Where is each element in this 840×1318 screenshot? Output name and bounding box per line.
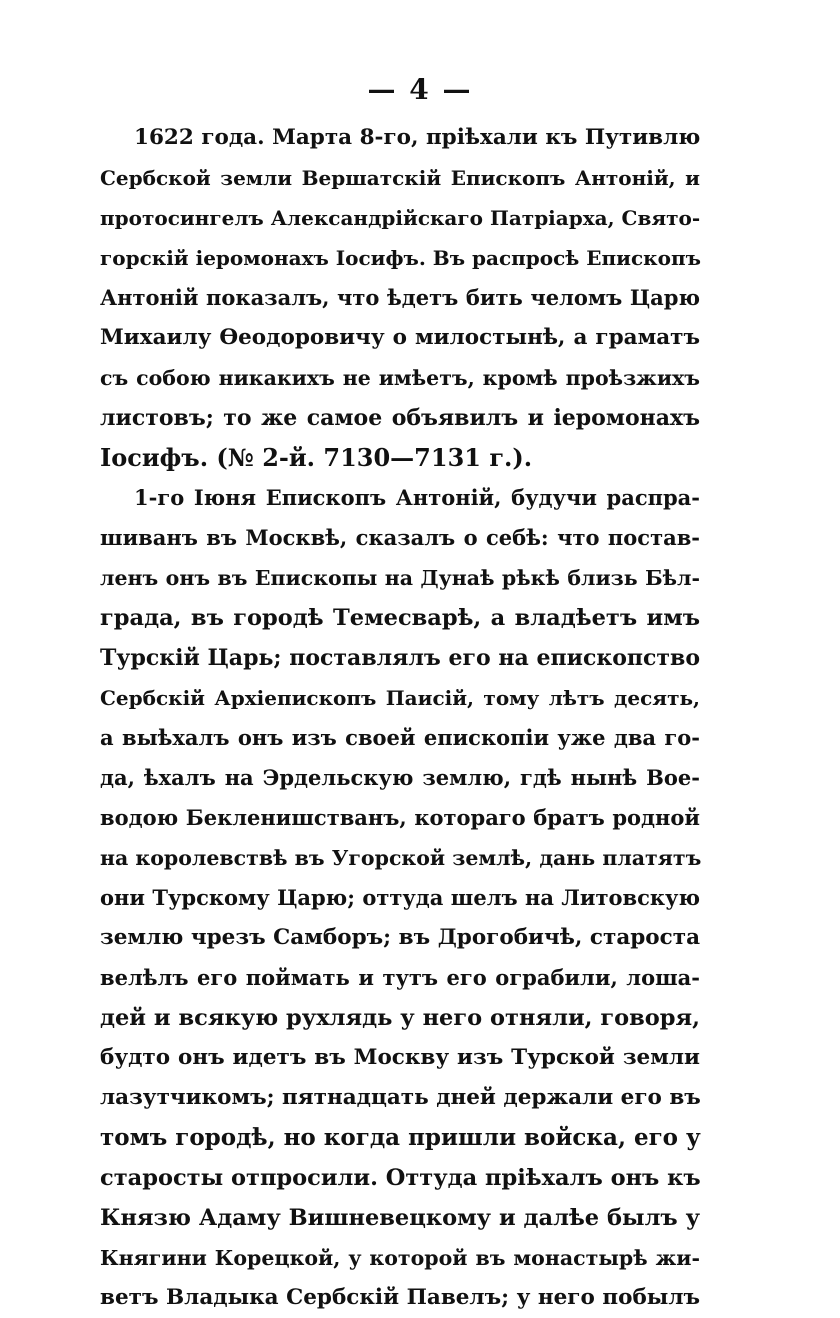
text-line: Князю Адаму Вишневецкому и далѣе былъ у <box>100 1205 700 1231</box>
text-line: ветъ Владыка Сербскiй Павелъ; у него побылъ <box>100 1285 700 1310</box>
text-line: шиванъ въ Москвѣ, сказалъ о себѣ: что постав- <box>100 525 700 550</box>
text-line: 1622 года. Марта 8-го, прiѣхали къ Путивлю <box>134 125 701 150</box>
text-line: протосингелъ Александрiйскаго Патрiарха, Свято- <box>100 206 701 230</box>
text-line: Турскiй Царь; поставлялъ его на епископство <box>100 645 700 671</box>
text-body <box>100 118 700 1318</box>
text-line: а выѣхалъ онъ изъ своей епископiи уже два го- <box>100 725 700 750</box>
text-line: града, въ городѣ Темесварѣ, а владѣетъ имъ <box>100 605 700 631</box>
text-line: лазутчикомъ; пятнадцать дней держали его въ <box>100 1085 701 1110</box>
text-line: Сербской земли Вершатскiй Епископъ Антонiй, и <box>100 166 700 190</box>
text-line: Антонiй показалъ, что ѣдетъ бить челомъ Царю <box>100 285 700 310</box>
text-line: Михаилу Ѳеодоровичу о милостынѣ, а граматъ <box>100 325 700 350</box>
text-line: землю чрезъ Самборъ; въ Дрогобичѣ, староста <box>100 925 700 950</box>
text-line: Княгини Корецкой, у которой въ монастырѣ жи- <box>100 1246 700 1270</box>
page-number: — 4 — <box>367 73 473 106</box>
text-line: велѣлъ его поймать и тутъ его ограбили, лоша- <box>100 965 700 990</box>
text-line: томъ городѣ, но когда пришли войска, его у <box>100 1124 701 1151</box>
text-line: да, ѣхалъ на Эрдельскую землю, гдѣ нынѣ Вое- <box>100 765 700 790</box>
text-line: на королевствѣ въ Угорской землѣ, дань платятъ <box>100 846 702 870</box>
text-line: ленъ онъ въ Епископы на Дунаѣ рѣкѣ близь Бѣл- <box>100 566 700 590</box>
text-line: Сербскiй Архiепископъ Паисiй, тому лѣтъ десять, <box>100 686 700 710</box>
text-line: 1-го Iюня Епископъ Антонiй, будучи распра- <box>134 485 700 510</box>
text-line: Iосифъ. (№ 2-й. 7130—7131 г.). <box>100 443 533 472</box>
text-line: горскiй iеромонахъ Iосифъ. Въ распросѣ Епископъ <box>100 246 701 270</box>
text-line: листовъ; то же самое объявилъ и iеромонахъ <box>100 405 700 431</box>
text-line: съ собою никакихъ не имѣетъ, кромѣ проѣзжихъ <box>100 366 700 390</box>
text-line: они Турскому Царю; оттуда шелъ на Литовскую <box>100 885 700 910</box>
text-line: дей и всякую рухлядь у него отняли, говоря, <box>100 1005 700 1031</box>
text-line: старосты отпросили. Оттуда прiѣхалъ онъ къ <box>100 1165 701 1191</box>
text-line: будто онъ идетъ въ Москву изъ Турской земли <box>100 1045 700 1070</box>
text-line: водою Бекленишстванъ, котораго братъ родной <box>100 805 700 830</box>
